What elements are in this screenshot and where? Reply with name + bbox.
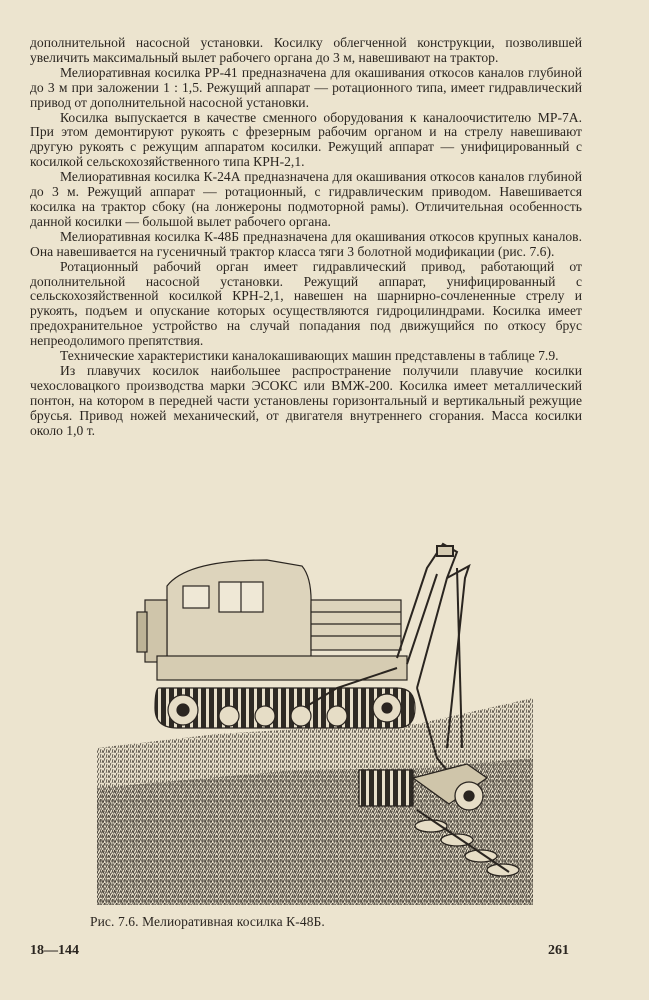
tractor <box>137 560 415 728</box>
paragraph-2: Мелиоративная косилка РР-41 предназначена для окашивания откосов каналов глубиной до 3 м при заложении 1 : 1,5. Режущий аппарат — ротационного типа, имеет гидравлический привод от дополнительной насосной установки. <box>30 64 582 110</box>
paragraph-4: Мелиоративная косилка К-24А предназначена для окашивания откосов каналов глубиной до 3 м. Режущий аппарат — ротационный, с гидравлическим приводом. Навешивается косилка на трактор сбоку (на лонжероны подмоторной рамы). Отличительная особенность данной косилки — большой вылет рабочего органа. <box>30 169 582 229</box>
paragraph-8: Из плавучих косилок наибольшее распространение получили плавучие косилки чехословацкого производства марки ЭСОКС или ВМЖ-200. Косилка имеет металлический понтон, на котором в передней части установлены горизонтальный и вертикальный режущие брусья. Привод ножей механический, от двигателя внутреннего сгорания. Масса косилки около 1,0 т. <box>30 362 582 438</box>
page-number: 261 <box>548 943 569 958</box>
paragraph-1: дополнительной насосной установки. Косилку облегченной конструкции, позволившей увеличить максимальный вылет рабочего органа до 3 м, навешивают на трактор. <box>30 35 582 65</box>
paragraph-6: Ротационный рабочий орган имеет гидравлический привод, работающий от дополнительной насосной установки. Режущий аппарат, унифицированный с сельскохозяйственной косилкой КРН-2,1, навешен на шарнирно-сочлененные стрелу и рукоять, подъем и опускание которых осуществляются гидроцилиндрами. Косилка имеет предохранительное устройство на случай попадания под движущийся по откосу брус непреодолимого препятствия. <box>30 258 582 349</box>
tractor-mower-drawing <box>97 538 533 905</box>
body-text <box>30 36 582 438</box>
figure-caption: Рис. 7.6. Мелиоративная косилка К-48Б. <box>90 914 325 929</box>
printer-signature: 18—144 <box>30 943 79 958</box>
paragraph-3: Косилка выпускается в качестве сменного оборудования к каналоочистителю МР-7А. При этом демонтируют рукоять с фрезерным рабочим органом и на стрелу навешивают другую рукоять с режущим аппаратом косилки. Режущий аппарат — унифицированный с косилкой сельскохозяйственного типа КРН-2,1. <box>30 109 582 170</box>
paragraph-5: Мелиоративная косилка К-48Б предназначена для окашивания откосов крупных каналов. Она навешивается на гусеничный трактор класса тяги 3 болотной модификации (рис. 7.6). <box>30 228 582 259</box>
figure-mower-illustration <box>97 538 533 905</box>
paragraph-7: Технические характеристики каналокашивающих машин представлены в таблице 7.9. <box>60 348 559 364</box>
